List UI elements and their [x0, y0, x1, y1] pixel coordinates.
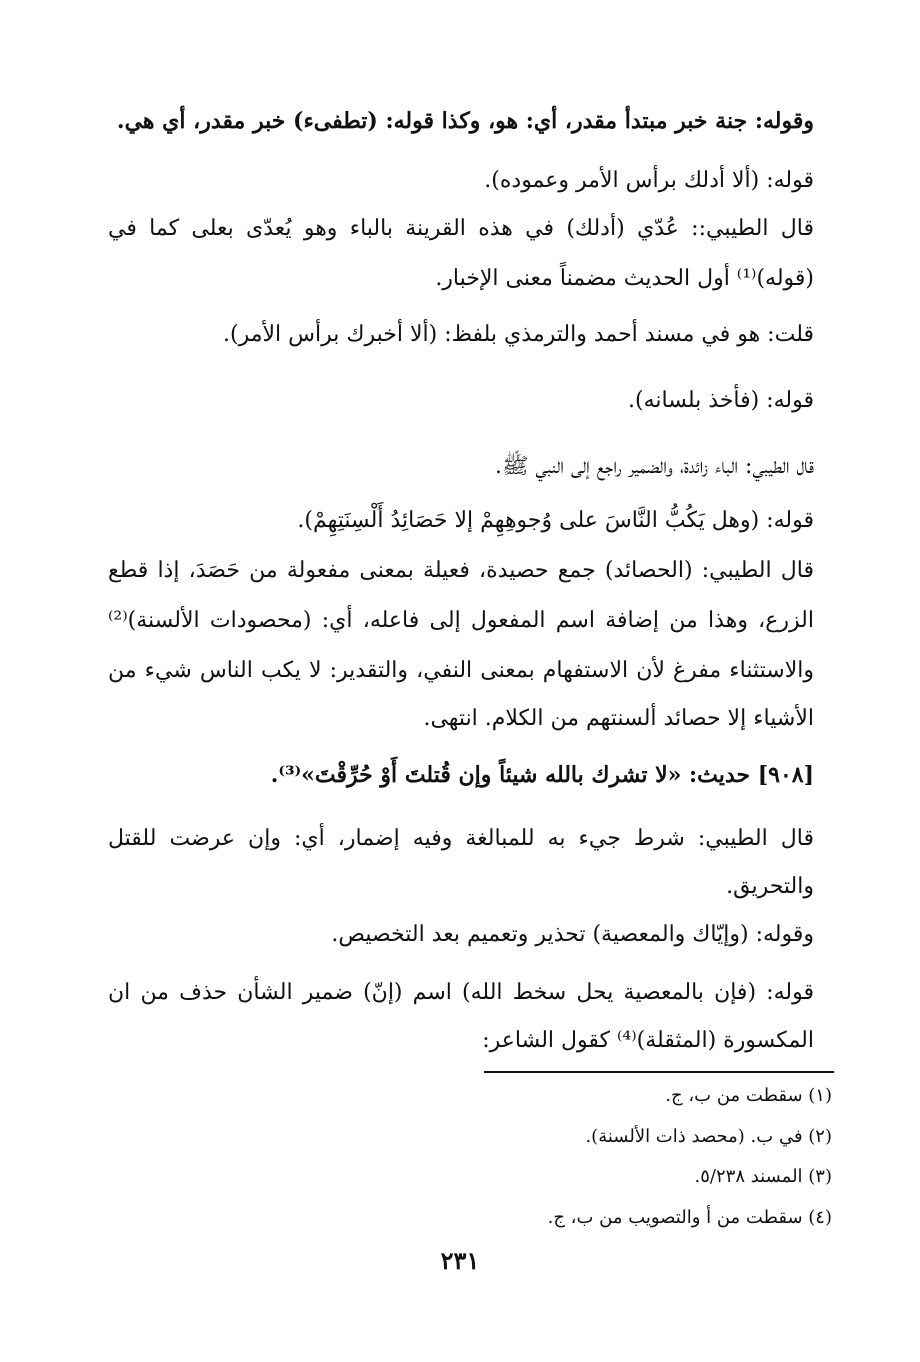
- text-line-16: وقوله: (وإيّاك والمعصية) تحذير وتعميم بعد التخصيص.: [331, 922, 814, 947]
- text-line-10: الزرع، وهذا من إضافة اسم المفعول إلى فاعله، أي: (محصودات الألسنة)⁽²⁾: [108, 608, 814, 633]
- text-line-3: قال الطيبي:: عُدّي (أدلك) في هذه القرينة بالباء وهو يُعدّى بعلى كما في: [108, 216, 814, 241]
- text-line-14: قال الطيبي: شرط جيء به للمبالغة وفيه إضمار، أي: وإن عرضت للقتل: [108, 826, 814, 851]
- text-line-9: قال الطيبي: (الحصائد) جمع حصيدة، فعيلة بمعنى مفعولة من حَصَدَ، إذا قطع: [108, 558, 814, 583]
- hadith-heading: [٩٠٨] حديث: «لا تشرك بالله شيئاً وإن قُتلتَ أَوْ حُرِّقْتَ»⁽³⁾.: [270, 762, 814, 788]
- text-line-7: قال الطيبي: الباء زائدة، والضمير راجع إلى النبي ﷺ.: [494, 454, 814, 479]
- text-line-12: الأشياء إلا حصائد ألسنتهم من الكلام. انتهى.: [423, 706, 814, 731]
- text-line-2: قوله: (ألا أدلك برأس الأمر وعموده).: [484, 168, 814, 193]
- text-line-15: والتحريق.: [726, 874, 814, 899]
- text-line-4: (قوله)⁽¹⁾ أول الحديث مضمناً معنى الإخبار.: [435, 266, 814, 291]
- text-line-17: قوله: (فإن بالمعصية يحل سخط الله) اسم (إنّ) ضمير الشأن حذف من ان: [108, 980, 814, 1005]
- text-line-18: المكسورة (المثقلة)⁽⁴⁾ كقول الشاعر:: [482, 1028, 814, 1053]
- footnote-2: (٢) في ب. (محصد ذات الألسنة).: [585, 1126, 832, 1147]
- page-number: ٢٣١: [440, 1246, 480, 1275]
- footnote-3: (٣) المسند ٥/٢٣٨.: [694, 1166, 832, 1187]
- text-line-8: قوله: (وهل يَكُبُّ النَّاسَ على وُجوهِهِمْ إلا حَصَائِدُ أَلْسِنَتِهِمْ).: [297, 508, 814, 533]
- text-line-5: قلت: هو في مسند أحمد والترمذي بلفظ: (ألا أخبرك برأس الأمر).: [223, 322, 814, 347]
- text-line-6: قوله: (فأخذ بلسانه).: [628, 388, 814, 413]
- text-line-1: وقوله: جنة خبر مبتدأ مقدر، أي: هو، وكذا قوله: (تطفىء) خبر مقدر، أي هي.: [116, 108, 814, 134]
- footnote-1: (١) سقطت من ب، ج.: [665, 1085, 832, 1106]
- footnote-divider: [484, 1071, 834, 1073]
- footnote-4: (٤) سقطت من أ والتصويب من ب، ج.: [547, 1207, 832, 1228]
- text-line-11: والاستثناء مفرغ لأن الاستفهام بمعنى النفي، والتقدير: لا يكب الناس شيء من: [108, 658, 814, 683]
